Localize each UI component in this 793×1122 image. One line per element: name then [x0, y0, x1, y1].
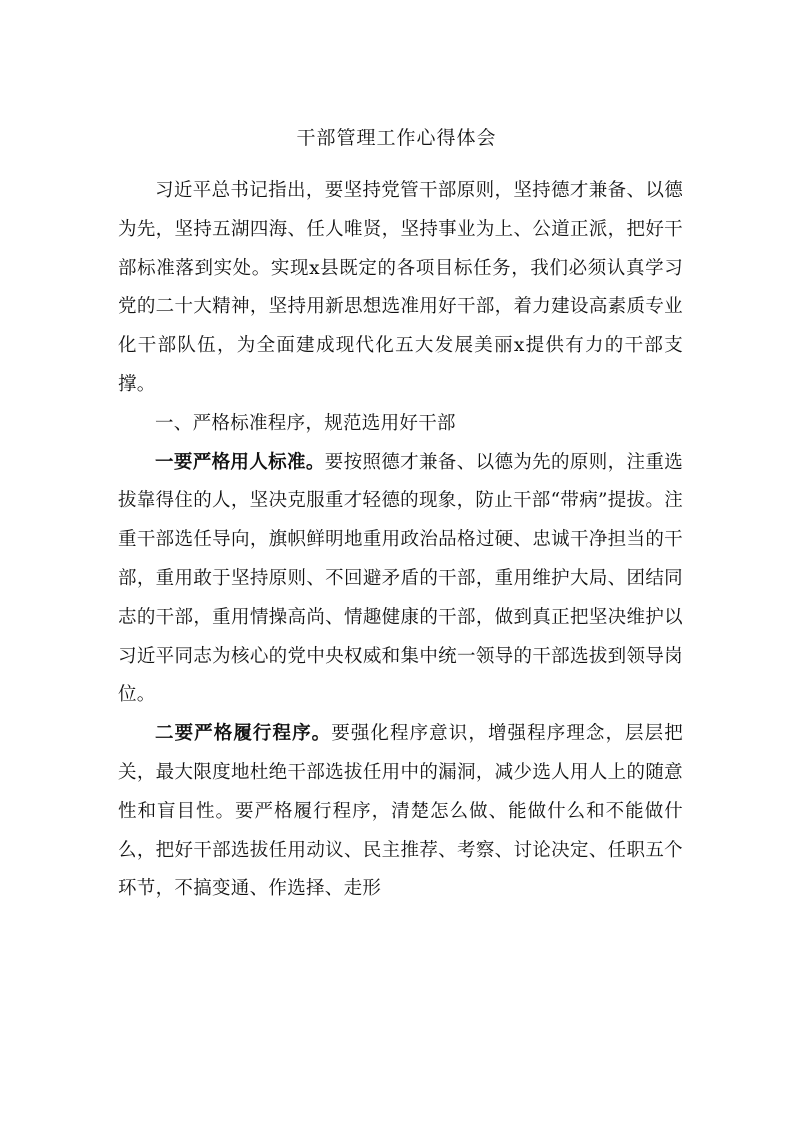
section-heading-1: [118, 405, 683, 444]
document-title: 干部管理工作心得体会: [296, 127, 497, 149]
paragraph-procedure: [118, 715, 683, 909]
paragraph-intro: [118, 172, 683, 405]
paragraph-standard: [118, 444, 683, 716]
section-heading-1-text: 一、严格标准程序，规范选用好干部: [155, 412, 456, 434]
paragraph-procedure-text: 要强化程序意识，增强程序理念，层层把关，最大限度地杜绝干部选拔任用中的漏洞，减少选人用人上的随意性和盲目性。要严格履行程序，清楚怎么做、能做什么和不能做什么，把好干部选拔任用动议、民主推荐、考察、讨论决定、任职五个环节，不搞变通、作选择、走形: [118, 723, 683, 900]
paragraph-intro-text: 习近平总书记指出，要坚持党管干部原则，坚持德才兼备、以德为先，坚持五湖四海、任人唯贤，坚持事业为上、公道正派，把好干部标准落到实处。实现x县既定的各项目标任务，我们必须认真学习党的二十大精神，坚持用新思想选准用好干部，着力建设高素质专业化干部队伍，为全面建成现代化五大发展美丽x提供有力的干部支撑。: [118, 180, 683, 395]
paragraph-standard-text: 要按照德才兼备、以德为先的原则，注重选拔靠得住的人，坚决克服重才轻德的现象，防止干部“带病”提拔。注重干部选任导向，旗帜鲜明地重用政治品格过硬、忠诚干净担当的干部，重用敢于坚持原则、不回避矛盾的干部，重用维护大局、团结同志的干部，重用情操高尚、情趣健康的干部，做到真正把坚决维护以习近平同志为核心的党中央权威和集中统一领导的干部选拔到领导岗位。: [118, 451, 683, 706]
document-body: [118, 172, 683, 909]
paragraph-standard-lead: 一要严格用人标准。: [155, 451, 325, 473]
paragraph-procedure-lead: 二要严格履行程序。: [155, 723, 332, 745]
